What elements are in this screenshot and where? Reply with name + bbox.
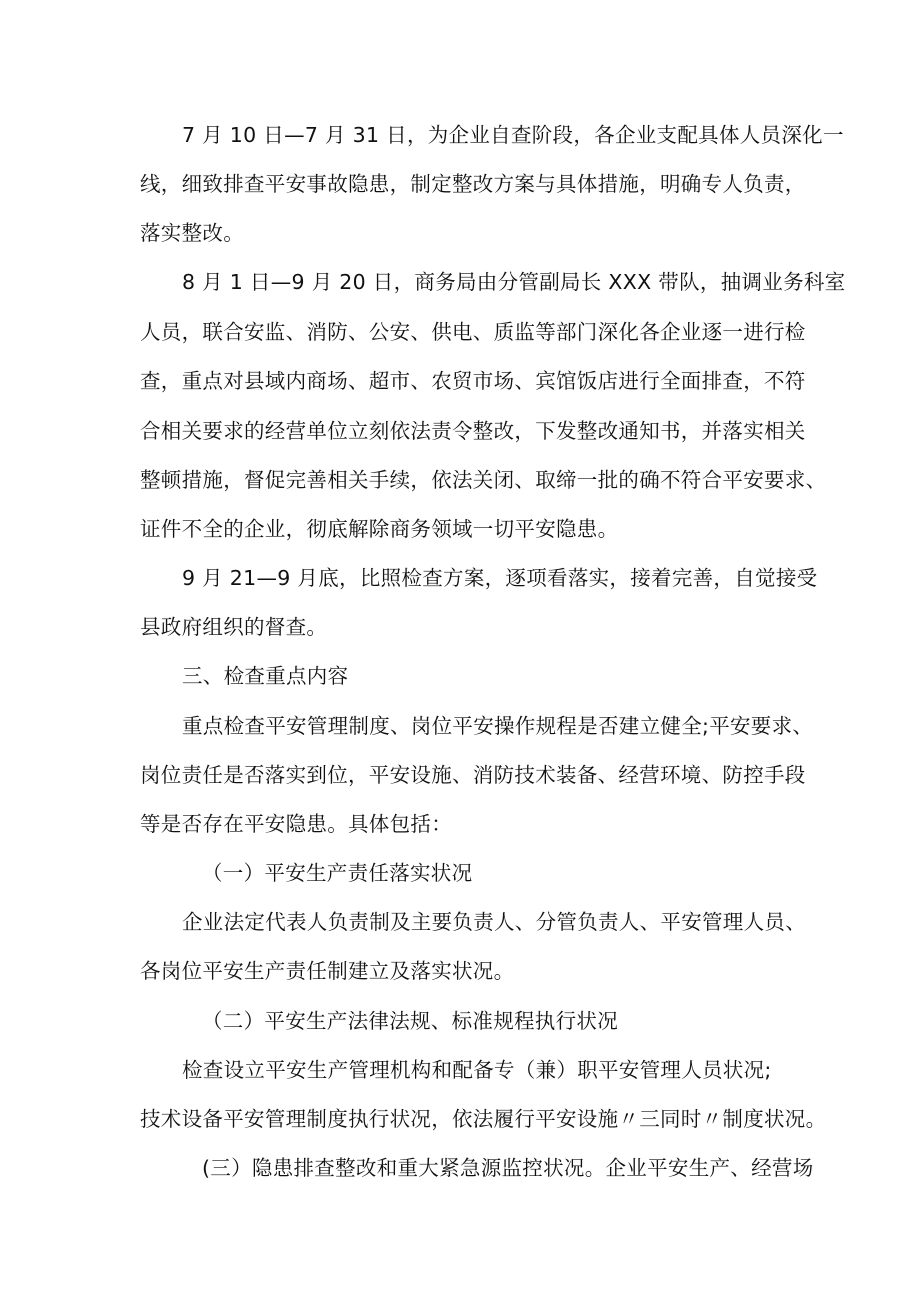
paragraph-line: 9 月 21—9 月底，比照检查方案，逐项看落实，接着完善，自觉接受	[182, 566, 818, 590]
paragraph-line: 检查设立平安生产管理机构和配备专（兼）职平安管理人员状况;	[182, 1058, 772, 1082]
paragraph-line: 查，重点对县域内商场、超市、农贸市场、宾馆饭店进行全面排查，不符	[140, 369, 806, 393]
paragraph-line: 等是否存在平安隐患。具体包括：	[140, 812, 452, 836]
subsection-heading: （一）平安生产责任落实状况	[202, 861, 473, 885]
paragraph-line: 县政府组织的督查。	[140, 615, 328, 639]
paragraph-line: 整顿措施，督促完善相关手续，依法关闭、取缔一批的确不符合平安要求、	[140, 468, 827, 492]
paragraph-line: 合相关要求的经营单位立刻依法责令整改，下发整改通知书，并落实相关	[140, 419, 806, 443]
paragraph-line: 8 月 1 日—9 月 20 日，商务局由分管副局长 XXX 带队，抽调业务科室	[182, 270, 846, 294]
paragraph-line: 落实整改。	[140, 221, 244, 245]
paragraph-line: 人员，联合安监、消防、公安、供电、质监等部门深化各企业逐一进行检	[140, 320, 806, 344]
paragraph-line: 岗位责任是否落实到位，平安设施、消防技术装备、经营环境、防控手段	[140, 763, 806, 787]
paragraph-line: 线，细致排查平安事故隐患，制定整改方案与具体措施，明确专人负责，	[140, 172, 806, 196]
paragraph-line: 企业法定代表人负责制及主要负责人、分管负责人、平安管理人员、	[182, 910, 806, 934]
paragraph-line: 技术设备平安管理制度执行状况，依法履行平安设施〃三同时〃制度状况。	[140, 1107, 827, 1131]
paragraph-line: 7 月 10 日—7 月 31 日，为企业自查阶段，各企业支配具体人员深化一	[182, 123, 844, 147]
subsection-heading: （二）平安生产法律法规、标准规程执行状况	[202, 1009, 618, 1033]
paragraph-line: 各岗位平安生产责任制建立及落实状况。	[140, 959, 515, 983]
paragraph-line: 重点检查平安管理制度、岗位平安操作规程是否建立健全;平安要求、	[182, 714, 814, 738]
section-heading: 三、检查重点内容	[182, 664, 349, 688]
paragraph-line: 证件不全的企业，彻底解除商务领域一切平安隐患。	[140, 517, 619, 541]
subsection-heading: (三）隐患排查整改和重大紧急源监控状况。企业平安生产、经营场	[202, 1156, 814, 1180]
